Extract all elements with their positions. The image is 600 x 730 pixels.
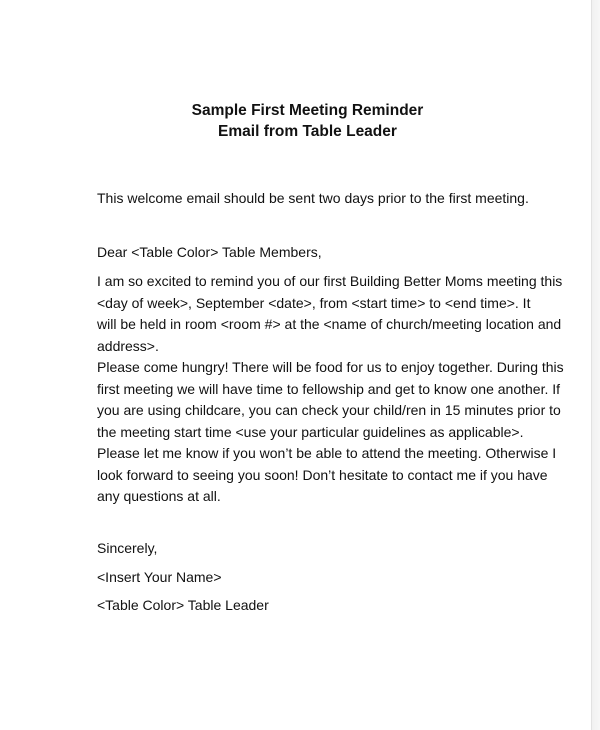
paragraph-1 bbox=[97, 271, 563, 358]
paragraph-line: the meeting start time <use your particular guidelines as applicable>. bbox=[97, 424, 524, 441]
greeting: Dear <Table Color> Table Members, bbox=[97, 244, 322, 260]
paragraph-line: <day of week>, September <date>, from <start time> to <end time>. It bbox=[97, 294, 531, 311]
paragraph-line: any questions at all. bbox=[97, 488, 221, 505]
paragraph-line: will be held in room <room #> at the <name of church/meeting location and bbox=[97, 316, 562, 333]
paragraph-line: address>. bbox=[97, 338, 159, 355]
document-title bbox=[0, 100, 600, 142]
signature-role: <Table Color> Table Leader bbox=[97, 597, 269, 613]
paragraph-line: Please come hungry! There will be food for us to enjoy together. During this bbox=[97, 359, 564, 375]
paragraph-3 bbox=[97, 443, 557, 508]
closing: Sincerely, bbox=[97, 540, 158, 556]
title-line-1: Sample First Meeting Reminder bbox=[191, 102, 424, 119]
intro-note: This welcome email should be sent two days prior to the first meeting. bbox=[97, 190, 529, 206]
paragraph-line: Please let me know if you won’t be able to attend the meeting. Otherwise I bbox=[97, 445, 557, 461]
title-line-2: Email from Table Leader bbox=[218, 123, 397, 140]
signature-name: <Insert Your Name> bbox=[97, 569, 222, 585]
paragraph-line: you are using childcare, you can check your child/ren in 15 minutes prior to bbox=[97, 402, 561, 419]
page-edge bbox=[591, 0, 600, 730]
paragraph-2 bbox=[97, 357, 564, 444]
paragraph-line: look forward to seeing you soon! Don’t hesitate to contact me if you have bbox=[97, 466, 548, 483]
paragraph-line: first meeting we will have time to fellowship and get to know one another. If bbox=[97, 380, 561, 397]
paragraph-line: I am so excited to remind you of our first Building Better Moms meeting this bbox=[97, 273, 563, 289]
